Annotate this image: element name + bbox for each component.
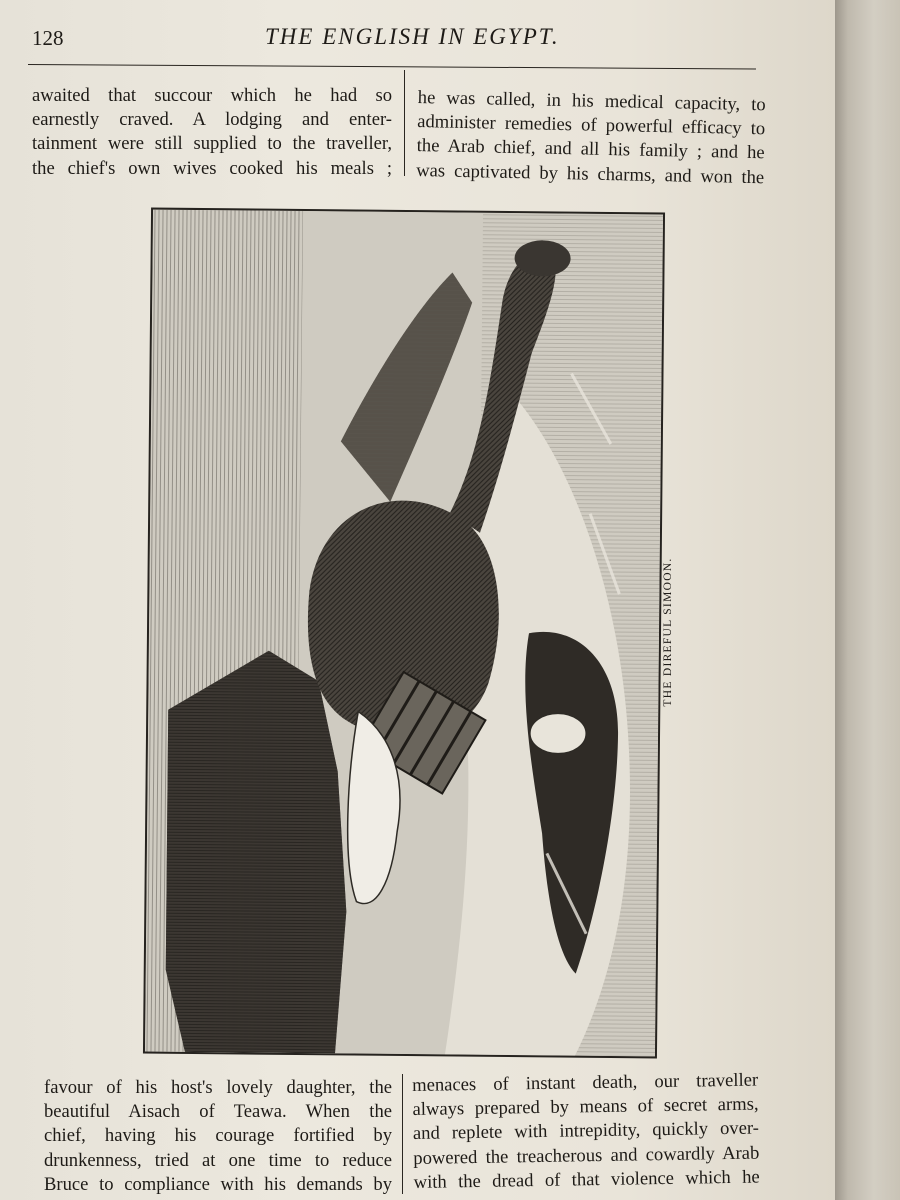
- text-line: and replete with intrepidity, quickly over-: [412, 1117, 760, 1145]
- text-line: with the dread of that violence which he: [413, 1166, 760, 1193]
- text-line: the chief's own wives cooked his meals ;: [32, 157, 392, 179]
- text-line: menaces of instant death, our traveller: [412, 1069, 759, 1096]
- column-divider-bottom: [402, 1074, 403, 1194]
- text-line: administer remedies of powerful efficacy to: [417, 111, 766, 140]
- text-line: was captivated by his charms, and won the: [416, 159, 765, 188]
- text-line: chief, having his courage fortified by: [44, 1125, 392, 1147]
- text-line: earnestly craved. A lodging and enter-: [32, 109, 392, 131]
- column-divider-top: [404, 70, 405, 176]
- engraving-artwork: [145, 210, 663, 1057]
- text-line: awaited that succour which he had so: [32, 85, 392, 106]
- text-line: always prepared by means of secret arms,: [412, 1093, 759, 1121]
- top-left-paragraph: [32, 84, 392, 181]
- text-line: drunkenness, tried at one time to reduce: [44, 1149, 392, 1171]
- page-number: 128: [32, 26, 64, 50]
- text-line: beautiful Aisach of Teawa. When the: [44, 1101, 392, 1123]
- text-line: Bruce to compliance with his demands by: [44, 1173, 392, 1195]
- bottom-left-paragraph: [44, 1076, 392, 1197]
- text-line: tainment were still supplied to the traveller,: [32, 133, 392, 155]
- page-edge: [835, 0, 900, 1200]
- text-line: he was called, in his medical capacity, to: [417, 86, 766, 116]
- illustration-caption: THE DIREFUL SIMOON.: [662, 557, 674, 707]
- top-right-paragraph: [416, 86, 766, 190]
- text-line: powered the treacherous and cowardly Arab: [413, 1142, 760, 1169]
- text-line: favour of his host's lovely daughter, the: [44, 1077, 392, 1098]
- bottom-right-paragraph: [412, 1069, 760, 1195]
- text-line: the Arab chief, and all his family ; and he: [416, 135, 765, 164]
- engraving-illustration: [143, 208, 665, 1059]
- running-title: THE ENGLISH IN EGYPT.: [265, 24, 560, 49]
